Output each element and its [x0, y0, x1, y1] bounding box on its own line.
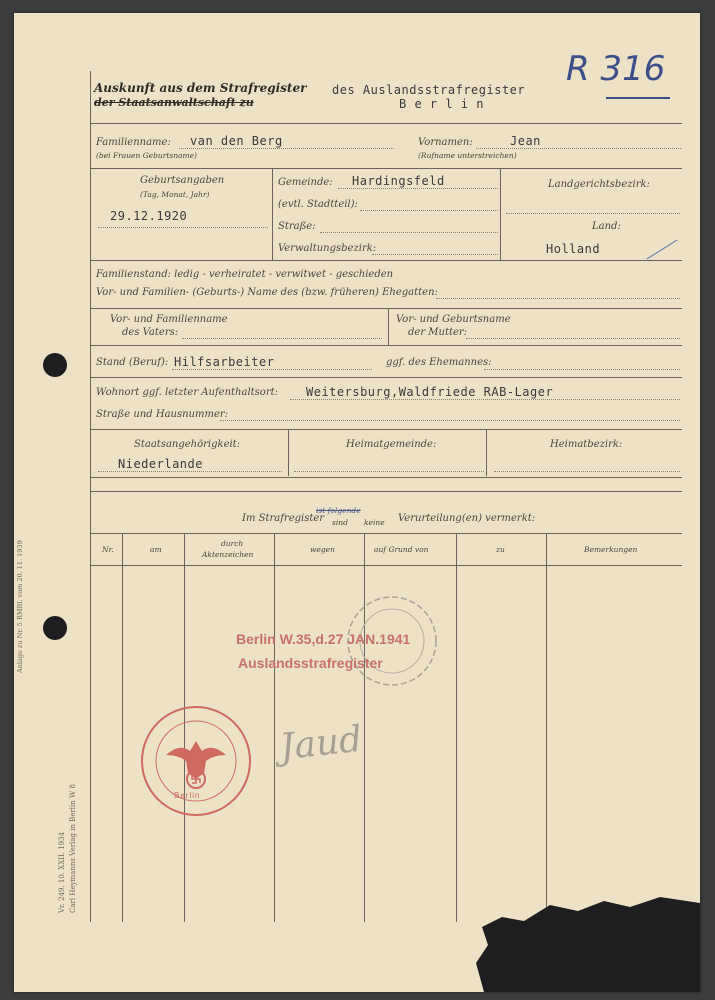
signature: Jaud — [278, 718, 365, 769]
heimatgemeinde-label: Heimatgemeinde: — [346, 439, 437, 450]
rule — [90, 260, 682, 261]
column-header-am: am — [150, 545, 162, 554]
rule — [90, 168, 682, 169]
table-column-line — [546, 533, 547, 922]
register-text-sind: sind — [332, 518, 348, 527]
staatsangehoerigkeit-label: Staatsangehörigkeit: — [134, 439, 241, 450]
ortsteil-label: (evtl. Stadtteil): — [278, 199, 358, 210]
header-register-name: des Auslandsstrafregister — [332, 83, 526, 97]
dotted-line — [494, 471, 680, 472]
gemeinde-value: Hardingsfeld — [352, 174, 445, 188]
dotted-line — [484, 369, 680, 370]
column-header-aktenzeichen: Aktenzeichen — [202, 550, 254, 559]
heimatbezirk-label: Heimatbezirk: — [550, 439, 623, 450]
register-text-struck: ist folgende — [316, 506, 361, 515]
torn-paper-corner — [454, 893, 700, 992]
rule — [90, 377, 682, 378]
column-header-zu: zu — [496, 545, 505, 554]
table-top-rule — [90, 533, 682, 534]
dotted-line — [98, 471, 282, 472]
ehemann-label: ggf. des Ehemannes: — [386, 357, 492, 368]
beruf-label: Stand (Beruf): — [96, 357, 169, 368]
vater-label-2: des Vaters: — [122, 327, 179, 338]
header-subtitle: der Staatsanwaltschaft zu — [94, 96, 254, 109]
vornamen-value: Jean — [510, 134, 541, 148]
land-label: Land: — [592, 221, 621, 232]
familienname-note: (bei Frauen Geburtsname) — [96, 151, 197, 160]
dotted-line — [172, 369, 372, 370]
mutter-label-2: der Mutter: — [408, 327, 468, 338]
column-divider — [272, 168, 273, 260]
date-stamp: Berlin W.35,d.27 JAN.1941 — [236, 631, 411, 647]
column-divider — [288, 429, 289, 476]
table-header-rule — [90, 565, 682, 566]
dotted-line — [220, 420, 680, 421]
margin-note-printer: Carl Heymanns Verlag in Berlin W 8 — [69, 784, 77, 913]
header-city: B e r l i n — [399, 97, 484, 111]
verwaltungsbezirk-label: Verwaltungsbezirk: — [278, 243, 377, 254]
land-value: Holland — [546, 242, 601, 256]
margin-note-top: Anlage zu Nr. 5 RMBl. vom 20. 11. 1939 — [16, 540, 24, 673]
column-header-nr: Nr. — [102, 545, 114, 554]
mutter-label: Vor- und Geburtsname — [396, 314, 511, 325]
dotted-line — [320, 232, 498, 233]
dotted-line — [182, 338, 382, 339]
column-header-auf-grund-von: auf Grund von — [374, 545, 429, 554]
official-seal — [138, 703, 254, 819]
rule — [90, 477, 682, 478]
gemeinde-label: Gemeinde: — [278, 177, 333, 188]
landgerichtsbezirk-label: Landgerichtsbezirk: — [548, 179, 650, 190]
dotted-line — [338, 188, 498, 189]
vornamen-label: Vornamen: — [418, 137, 473, 148]
dotted-line — [436, 298, 680, 299]
staatsangehoerigkeit-value: Niederlande — [118, 457, 203, 471]
column-header-wegen: wegen — [310, 545, 335, 554]
wohnort-value: Weitersburg,Waldfriede RAB-Lager — [306, 385, 554, 399]
rule — [90, 308, 682, 309]
vornamen-note: (Rufname unterstreichen) — [418, 151, 517, 160]
dotted-line — [294, 471, 484, 472]
column-divider — [486, 429, 487, 476]
column-header-durch: durch — [221, 539, 244, 548]
dotted-line — [360, 210, 498, 211]
dotted-line — [290, 399, 680, 400]
dotted-line — [372, 254, 498, 255]
left-margin-line — [90, 71, 91, 922]
table-column-line — [274, 533, 275, 922]
table-column-line — [456, 533, 457, 922]
punch-hole — [43, 616, 67, 640]
column-divider — [388, 308, 389, 345]
vater-label: Vor- und Familienname — [110, 314, 228, 325]
geburtsangaben-note: (Tag, Monat, Jahr) — [140, 190, 210, 199]
birth-date-value: 29.12.1920 — [110, 209, 188, 223]
wohnort-label: Wohnort ggf. letzter Aufenthaltsort: — [96, 387, 278, 398]
ehegatte-label: Vor- und Familien- (Geburts-) Name des (bzw. früheren) Ehegatten: — [96, 287, 438, 298]
strasse-label: Straße: — [278, 221, 316, 232]
reference-underline — [606, 97, 670, 99]
register-text-prefix: Im Strafregister — [242, 513, 325, 524]
hausnummer-label: Straße und Hausnummer: — [96, 409, 229, 420]
handwritten-reference: R 316 — [566, 49, 666, 89]
rule — [90, 345, 682, 346]
column-header-bemerkungen: Bemerkungen — [584, 545, 638, 554]
rule — [90, 491, 682, 492]
familienname-value: van den Berg — [190, 134, 283, 148]
familienname-label: Familienname: — [96, 137, 171, 148]
header-title: Auskunft aus dem Strafregister — [94, 81, 307, 95]
beruf-value: Hilfsarbeiter — [174, 355, 275, 369]
seal-city: Berlin — [174, 791, 201, 800]
table-column-line — [364, 533, 365, 922]
document-sheet — [14, 13, 700, 992]
register-text-keine: keine — [364, 518, 385, 527]
dotted-line — [506, 213, 680, 214]
geburtsangaben-label: Geburtsangaben — [140, 175, 225, 186]
familienstand-label: Familienstand: ledig - verheiratet - verwitwet - geschieden — [96, 269, 394, 280]
dotted-line — [179, 148, 394, 149]
rule — [90, 123, 682, 124]
dotted-line — [476, 148, 681, 149]
rule — [90, 429, 682, 430]
column-divider — [500, 168, 501, 260]
dotted-line — [466, 338, 680, 339]
punch-hole — [43, 353, 67, 377]
blue-pencil-mark — [646, 240, 677, 260]
table-column-line — [122, 533, 123, 922]
dotted-line — [98, 227, 268, 228]
margin-note-form-number: Vr. 249. 10. XXII. 1934 — [58, 831, 66, 913]
office-stamp: Auslandsstrafregister — [238, 655, 383, 671]
register-text-suffix: Verurteilung(en) vermerkt: — [398, 513, 536, 524]
